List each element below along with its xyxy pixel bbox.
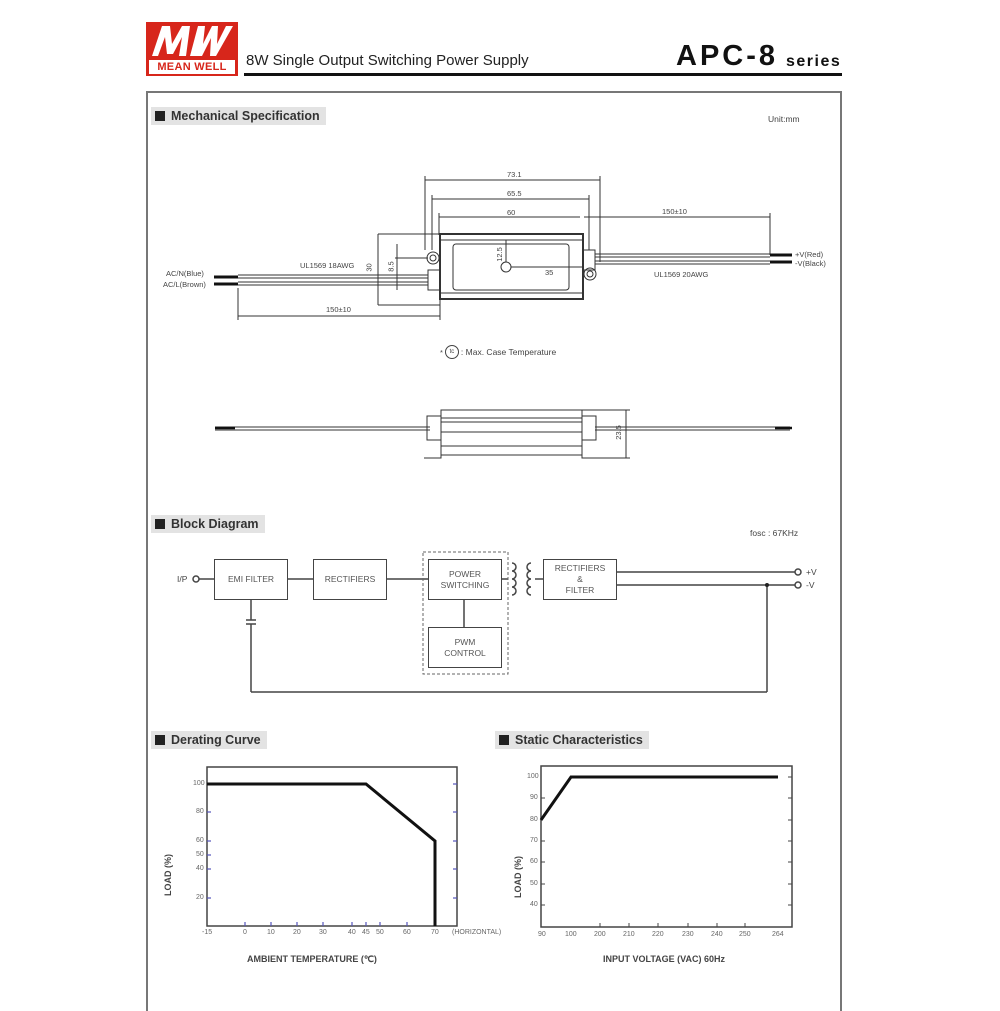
dim-tc-x: 35 [545, 268, 554, 277]
x-tick: 264 [772, 931, 784, 938]
output-positive-label: +V [806, 567, 817, 577]
x-tick: 50 [376, 929, 384, 936]
static-line [541, 777, 778, 820]
x-tick: 10 [267, 929, 275, 936]
document-subtitle: 8W Single Output Switching Power Supply [246, 52, 529, 69]
x-tick: 60 [403, 929, 411, 936]
dim-output-cable: 150±10 [662, 207, 687, 216]
x-tick: 30 [319, 929, 327, 936]
dim-input-cable: 150±10 [326, 305, 351, 314]
tc-circle-icon: tc [445, 345, 459, 359]
x-tick: 210 [623, 931, 635, 938]
section-title: Derating Curve [171, 733, 261, 747]
y-tick: 80 [530, 816, 538, 823]
brand-name: MEAN WELL [149, 60, 235, 74]
input-label-neutral: AC/N(Blue) [166, 269, 204, 278]
output-label-positive: +V(Red) [795, 250, 824, 259]
y-tick: 60 [530, 858, 538, 865]
y-tick: 60 [196, 837, 204, 844]
dim-hole-offset: 8.5 [386, 261, 396, 272]
y-tick: 50 [530, 880, 538, 887]
x-extra-label: (HORIZONTAL) [452, 929, 502, 936]
y-tick: 40 [196, 865, 204, 872]
y-axis-label: LOAD (%) [163, 854, 173, 896]
x-tick: 230 [682, 931, 694, 938]
dim-side-height: 23.5 [613, 425, 623, 440]
series-label: series [786, 53, 842, 70]
x-tick: 40 [348, 929, 356, 936]
y-tick: 70 [530, 837, 538, 844]
y-tick: 20 [196, 894, 204, 901]
y-tick: 90 [530, 794, 538, 801]
y-tick: 50 [196, 851, 204, 858]
block-label-line3: FILTER [565, 585, 595, 595]
input-label-line: AC/L(Brown) [163, 280, 206, 289]
dim-overall-length: 73.1 [507, 170, 522, 179]
input-wire-spec: UL1569 18AWG [300, 261, 355, 270]
output-wire-spec: UL1569 20AWG [654, 270, 709, 279]
x-tick: 100 [565, 931, 577, 938]
x-axis-label: AMBIENT TEMPERATURE (℃) [247, 954, 377, 964]
model-name: APC-8 [676, 40, 779, 72]
section-title: Static Characteristics [515, 733, 643, 747]
dim-mount-length: 65.5 [507, 189, 522, 198]
y-tick: 40 [530, 901, 538, 908]
section-title: Mechanical Specification [171, 109, 320, 123]
y-axis-label: LOAD (%) [513, 856, 523, 898]
x-tick: 250 [739, 931, 751, 938]
tc-asterisk: * [440, 347, 443, 357]
x-tick: 70 [431, 929, 439, 936]
x-tick: 90 [538, 931, 546, 938]
output-negative-label: -V [806, 580, 815, 590]
x-tick: 220 [652, 931, 664, 938]
x-tick: 0 [243, 929, 247, 936]
block-label: POWER SWITCHING [440, 568, 490, 590]
y-tick: 80 [196, 808, 204, 815]
dim-body-length: 60 [507, 208, 516, 217]
x-tick: 20 [293, 929, 301, 936]
block-label: PWM CONTROL [444, 636, 486, 658]
y-tick: 100 [193, 780, 205, 787]
block-label-line1: RECTIFIERS [554, 563, 606, 573]
x-axis-label: INPUT VOLTAGE (VAC) 60Hz [603, 954, 726, 964]
x-tick: 240 [711, 931, 723, 938]
section-title: Block Diagram [171, 517, 259, 531]
output-label-negative: -V(Black) [795, 259, 826, 268]
input-terminal-label: I/P [177, 574, 188, 584]
oscillator-frequency: fosc : 67KHz [750, 528, 799, 538]
x-tick: 200 [594, 931, 606, 938]
x-tick: 45 [362, 929, 370, 936]
x-tick: -15 [202, 929, 213, 936]
block-label-line2: & [577, 574, 583, 584]
block-label: RECTIFIERS [324, 574, 376, 584]
y-tick: 100 [527, 773, 539, 780]
block-label: EMI FILTER [227, 574, 275, 584]
dim-tc-y: 12.5 [494, 247, 504, 262]
dim-height: 30 [364, 263, 374, 272]
tc-note: : Max. Case Temperature [460, 347, 557, 357]
unit-label: Unit:mm [768, 114, 800, 124]
